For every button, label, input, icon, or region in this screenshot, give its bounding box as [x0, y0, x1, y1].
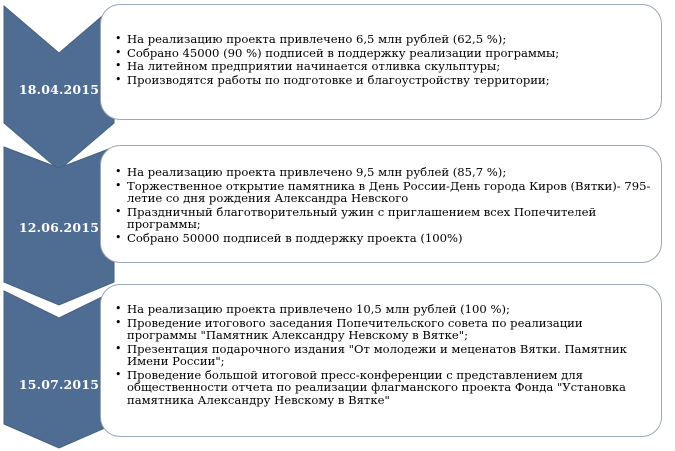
milestone-1-date: 18.04.2015 [18, 82, 100, 97]
milestone-3-chevron [3, 290, 115, 449]
list-item: • Проведение большой итоговой пресс-конференции с представлением для общественности отчета по реализации флагманского проекта Фонда "Установка памятника Александру Невскому в Вятке" [115, 367, 626, 407]
list-item: • Праздничный благотворительный ужин с приглашением всех Попечителей программы; [115, 204, 597, 231]
milestone-2-panel [100, 145, 662, 263]
list-item: • На литейном предприятии начинается отливка скульптуры; [115, 59, 501, 73]
milestone-3-list [111, 303, 653, 406]
milestone-3-panel [100, 284, 662, 437]
chevron-shape [3, 290, 115, 449]
list-item: • На реализацию проекта привлечено 10,5 млн рублей (100 %); [115, 302, 510, 316]
list-item: • На реализацию проекта привлечено 9,5 млн рублей (85,7 %); [115, 165, 507, 179]
list-item: • Торжественное открытие памятника в День России-День города Киров (Вятки)- 795-летие со дня рождения Александра Невского [115, 178, 651, 205]
list-item: • Производятся работы по подготовке и благоустройству территории; [115, 72, 550, 87]
milestone-2-list [111, 166, 651, 244]
list-item: • Презентация подарочного издания "От молодежи и меценатов Вятки. Памятник Имени России"; [115, 341, 627, 368]
list-item: • Проведение итогового заседания Попечительского совета по реализации программы "Памятник Александру Невскому в Вятке"; [115, 315, 583, 342]
milestone-3-date: 15.07.2015 [18, 377, 100, 392]
milestone-2-chevron [3, 146, 115, 306]
list-item: • На реализацию проекта привлечено 6,5 млн рублей (62,5 %); [115, 32, 507, 46]
list-item: • Собрано 50000 подписей в поддержку проекта (100%) [115, 230, 463, 245]
milestone-1-list [111, 33, 651, 86]
milestone-2-date: 12.06.2015 [18, 220, 100, 235]
list-item: • Собрано 45000 (90 %) подписей в поддержку реализации программы; [115, 45, 560, 60]
milestone-1-panel [100, 4, 662, 120]
